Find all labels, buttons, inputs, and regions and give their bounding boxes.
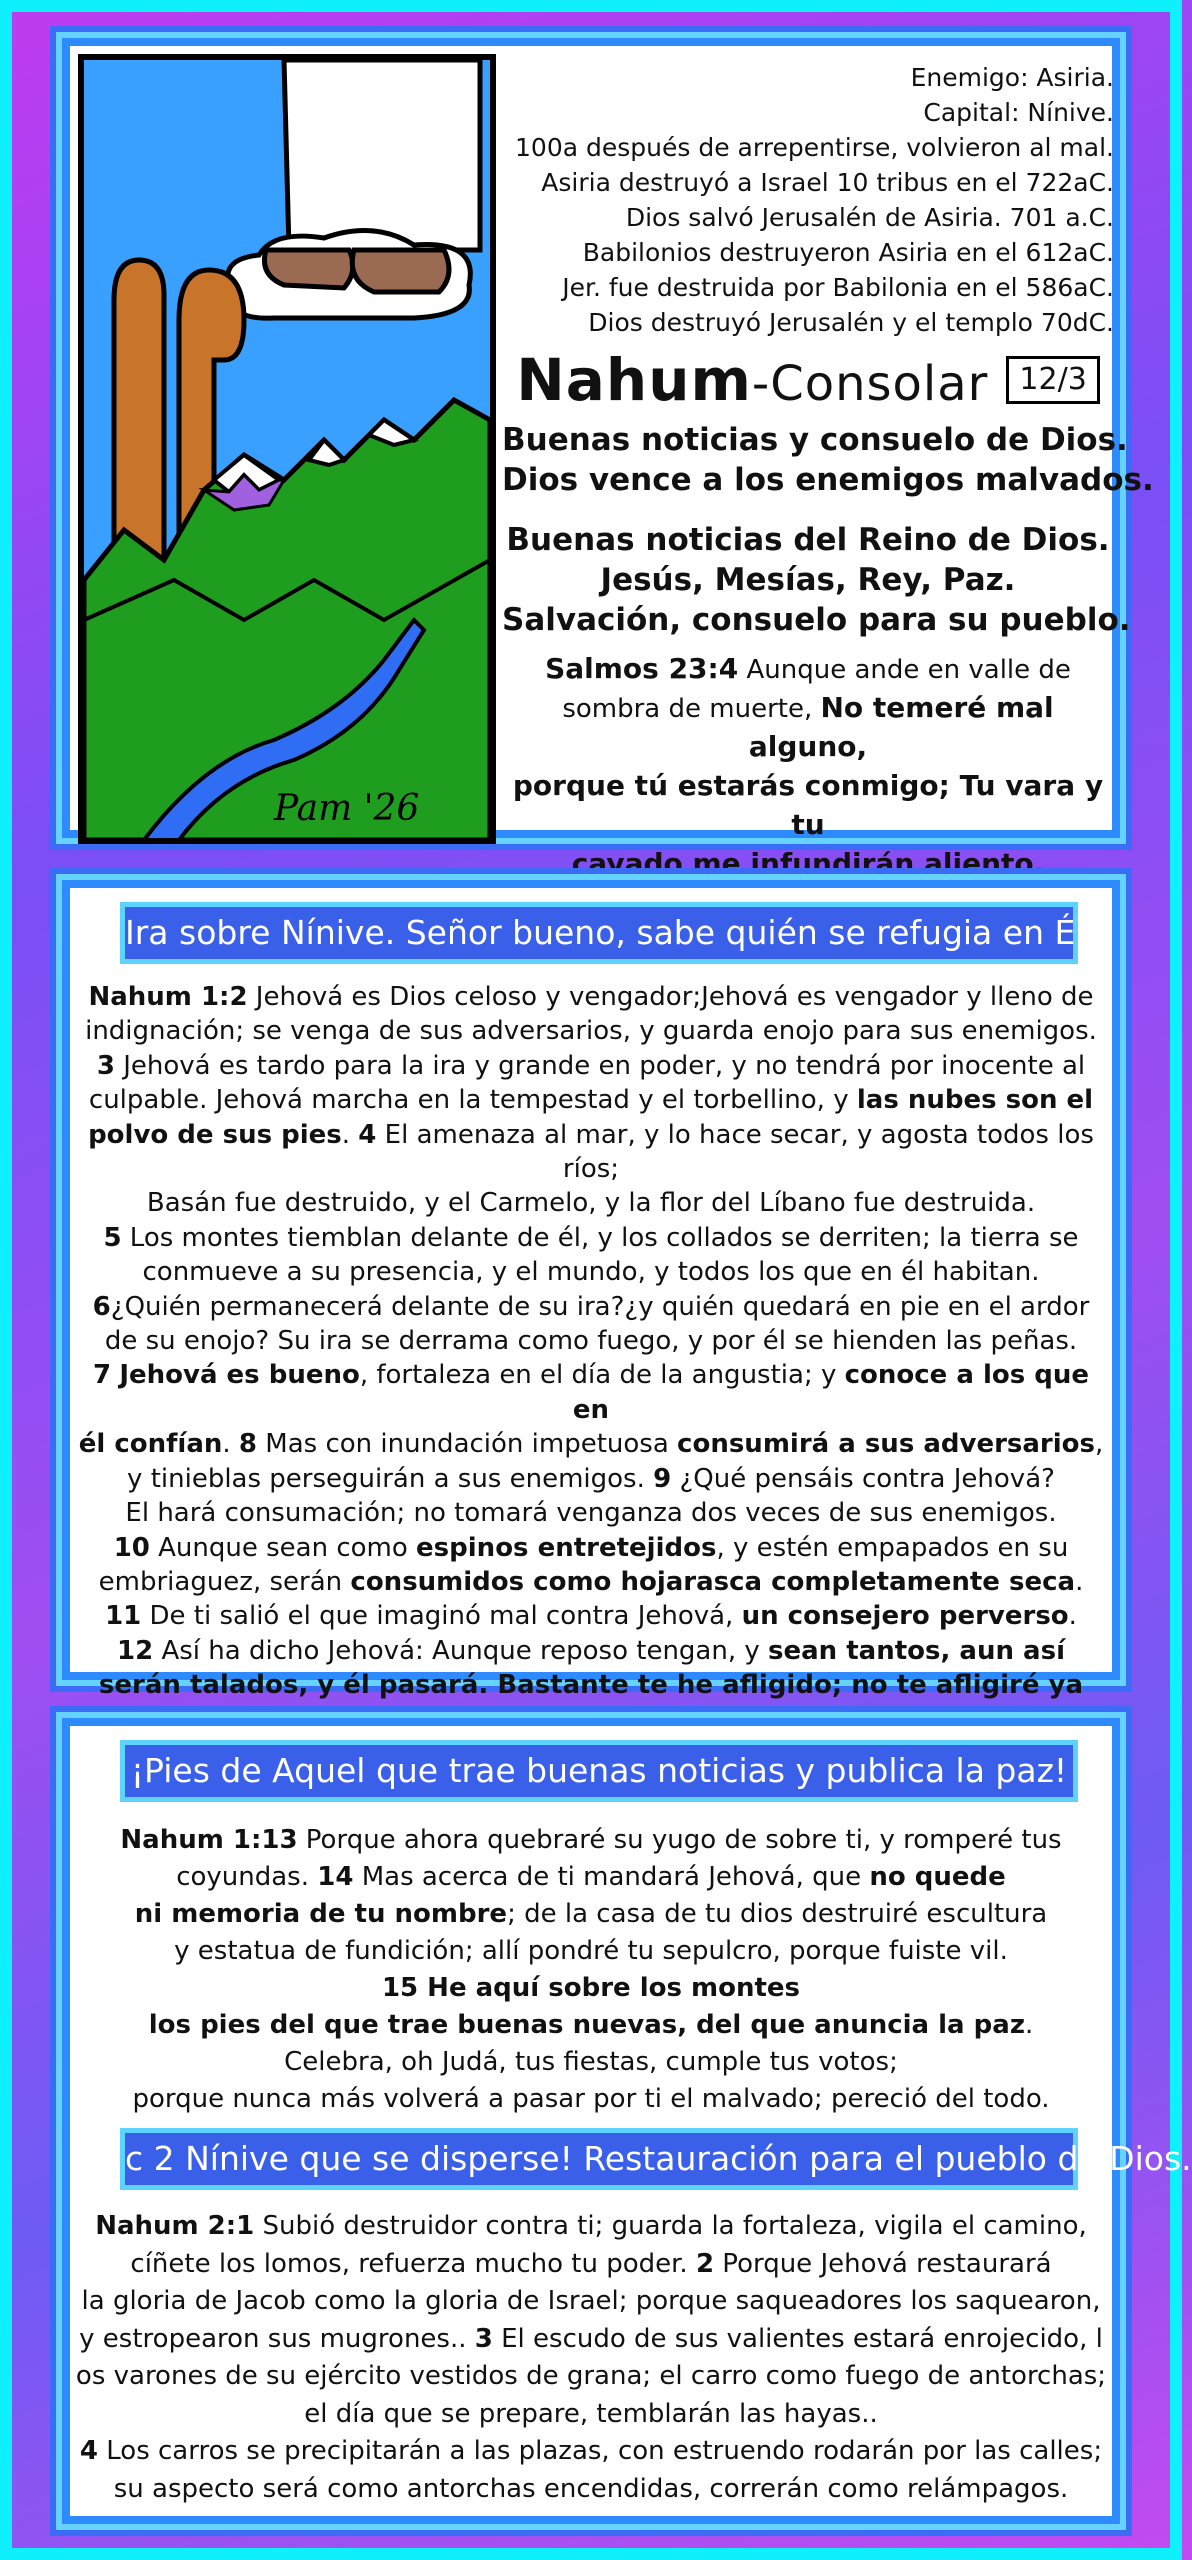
scripture-emphasis: 6 [92,1291,111,1322]
scripture-line [72,2283,1110,2321]
scripture-emphasis: 4 [358,1119,377,1150]
date-badge: 12/3 [1006,356,1099,404]
psalm-text-bold: No temeré mal alguno, [748,691,1054,763]
summary-line: Buenas noticias y consuelo de Dios. [502,422,1128,458]
scripture-emphasis: las nubes son el [856,1085,1094,1116]
scripture-run: . [341,1119,359,1150]
scripture-run: Los carros se precipitarán a las plazas, con estruendo rodarán por las calles; [98,2436,1103,2466]
scripture-run: os varones de su ejército vestidos de grana; el carro como fuego de antorchas; [75,2361,1107,2391]
scripture-emphasis: consumidos como hojarasca completamente seca [350,1566,1076,1597]
scripture-line [72,1565,1110,1599]
scripture-emphasis: 5 [103,1222,122,1253]
scripture-line [72,2471,1110,2509]
scripture-emphasis: los pies del que trae buenas nuevas, del que anuncia la paz [148,2010,1025,2040]
scripture-run: cíñete los lomos, refuerza mucho tu poder. [130,2248,696,2279]
scripture-line [72,1255,1110,1289]
fact-line: 100a después de arrepentirse, volvieron al mal. [515,133,1114,162]
scripture-run: Así ha dicho Jehová: Aunque reposo tengan, y [153,1635,769,1666]
scripture-line [72,1221,1110,1255]
scripture-emphasis: Nahum 1:2 [88,982,248,1012]
scripture-run: El amenaza al mar, y lo hace secar, y agosta todos los ríos; [376,1119,1094,1185]
scripture-text [72,2208,1110,2508]
fact-line: Asiria destruyó a Israel 10 tribus en el 722aC. [541,168,1114,197]
scripture-run: Porque ahora quebraré su yugo de sobre ti, y romperé tus [297,1825,1062,1855]
summary-line: Dios vence a los enemigos malvados. [502,462,1154,498]
fact-line: Dios salvó Jerusalén de Asiria. 701 a.C. [625,203,1114,232]
scripture-emphasis: Nahum 2:1 [95,2211,255,2241]
scripture-line [72,2433,1110,2471]
scripture-run: , [1095,1429,1104,1460]
scripture-line [72,1324,1110,1358]
scripture-line [72,2246,1110,2284]
summary-line: Salvación, consuelo para su pueblo. [502,602,1131,638]
scripture-emphasis: serán talados, y él pasará. Bastante te he afligido; no te afligiré ya [98,1670,1084,1701]
fact-line: Dios destruyó Jerusalén y el templo 70dC. [588,308,1114,337]
section-banner: Ira sobre Nínive. Señor bueno, sabe quién se refugia en Él. [120,902,1078,964]
psalm-reference: Salmos 23:4 [545,652,739,685]
scripture-run: de su enojo? Su ira se derrama como fuego, y por él se hienden las peñas. [104,1326,1078,1357]
scripture-line [72,2044,1110,2081]
scripture-run: El hará consumación; no tomará venganza dos veces de sus enemigos. [125,1498,1057,1529]
scripture-run: Celebra, oh Judá, tus fiestas, cumple tus votos; [284,2047,898,2077]
historical-facts [502,60,1114,340]
scripture-line [72,1290,1110,1324]
scripture-run: embriaguez, serán [98,1566,351,1597]
scripture-emphasis: 12 [117,1635,154,1666]
section-banner: c 2 Nínive que se disperse! Restauración para el pueblo de Dios. [120,2128,1078,2190]
scripture-run: y estropearon sus mugrones.. [79,2323,475,2354]
scripture-run: . [1068,1601,1077,1632]
scripture-line [72,1634,1110,1668]
scripture-emphasis: él confían [78,1429,223,1460]
scripture-emphasis: polvo de sus pies [88,1119,342,1150]
scripture-emphasis: 7 [92,1360,112,1391]
psalm-verse [502,650,1114,884]
scripture-line [72,1049,1110,1083]
illustration-feet-staff-mountains [78,54,496,844]
scripture-run: ¿Quién permanecerá delante de su ira?¿y quién quedará en pie en el ardor [110,1291,1090,1322]
scripture-run: De ti salió el que imaginó mal contra Jehová, [141,1601,742,1632]
book-meaning: -Consolar [751,356,989,412]
scripture-emphasis: 8 [238,1429,258,1460]
scripture-line [72,1358,1110,1427]
scripture-line [72,1970,1110,2007]
scripture-line [72,2208,1110,2246]
fact-line: Babilonios destruyeron Asiria en el 612aC. [582,238,1114,267]
scripture-line [72,1496,1110,1530]
section-banner: ¡Pies de Aquel que trae buenas noticias y publica la paz! [120,1740,1078,1802]
scripture-emphasis: ni memoria de tu nombre [134,1899,508,1929]
scripture-run: Aunque sean como [149,1532,417,1563]
scripture-text [72,1822,1110,2118]
scripture-run: la gloria de Jacob como la gloria de Israel; porque saqueadores los saquearon, [81,2286,1101,2316]
scripture-line [72,1933,1110,1970]
scripture-emphasis: conoce a los que en [572,1360,1090,1425]
intro-text-column [502,60,1154,884]
scripture-line [72,1462,1110,1496]
scripture-line [72,1531,1110,1565]
scripture-run: conmueve a su presencia, y el mundo, y todos los que en él habitan. [142,1257,1040,1288]
fact-line: Capital: Nínive. [923,98,1114,127]
scripture-run: El escudo de sus valientes estará enrojecido, l [492,2323,1103,2354]
psalm-text-bold: porque tú estarás conmigo; Tu vara y tu [512,769,1104,841]
scripture-run: indignación; se venga de sus adversarios, y guarda enojo para sus enemigos. [85,1016,1097,1047]
scripture-run: Mas acerca de ti mandará Jehová, que [353,1862,870,1892]
scripture-run: Subió destruidor contra ti; guarda la fortaleza, vigila el camino, [254,2211,1087,2241]
scripture-line [72,1896,1110,1933]
scripture-emphasis: 10 [113,1532,150,1563]
illustration-svg [84,60,490,838]
scripture-run: . [222,1429,239,1460]
scripture-line [72,1427,1110,1461]
scripture-run: , fortaleza en el día de la angustia; y [359,1360,845,1391]
scripture-run: . [1024,2010,1034,2040]
scripture-emphasis: no quede [869,1862,1006,1892]
artist-signature: Pam '26 [274,788,420,829]
scripture-emphasis: Nahum 1:13 [120,1825,298,1855]
scripture-run: . [1075,1566,1084,1597]
scripture-run: , y estén empapados en su [716,1532,1069,1563]
scripture-run: culpable. Jehová marcha en la tempestad y el torbellino, y [88,1085,857,1116]
scripture-emphasis: un consejero perverso [741,1601,1069,1632]
scripture-line [72,2396,1110,2434]
scripture-run: el día que se prepare, temblarán las hayas.. [304,2398,878,2429]
scripture-emphasis: Jehová es bueno [119,1360,360,1391]
scripture-line [72,2358,1110,2396]
scripture-emphasis: sean tantos, aun así [768,1635,1065,1666]
scripture-text [72,980,1110,1737]
scripture-run: Mas con inundación impetuosa [257,1429,678,1460]
scripture-run: y estatua de fundición; allí pondré tu sepulcro, porque fuiste vil. [174,1936,1008,1966]
psalm-text: Aunque ande en valle de [738,655,1071,685]
fact-line: Enemigo: Asiria. [910,63,1114,92]
scripture-line [72,1859,1110,1896]
page-title [516,346,988,414]
scripture-emphasis: espinos entretejidos [416,1532,717,1563]
scripture-emphasis: 11 [105,1601,142,1632]
fact-line: Jer. fue destruida por Babilonia en el 586aC. [562,273,1114,302]
kingdom-summary [502,520,1131,640]
title-row [502,346,1114,414]
scripture-run: porque nunca más volverá a pasar por ti el malvado; pereció del todo. [132,2084,1050,2114]
scripture-run: ; de la casa de tu dios destruiré escultura [507,1899,1048,1929]
scripture-line [72,1083,1110,1117]
psalm-text-bold: cayado me infundirán aliento. [571,847,1045,880]
scripture-emphasis: 14 [317,1862,354,1892]
scripture-emphasis: 3 [96,1050,115,1081]
scripture-line [72,1822,1110,1859]
scripture-run: Basán fue destruido, y el Carmelo, y la flor del Líbano fue destruida. [146,1188,1036,1219]
scripture-line [72,2007,1110,2044]
scripture-emphasis: consumirá a sus adversarios [677,1429,1096,1460]
nahum-2-panel [62,1718,1192,2524]
scripture-line [72,1186,1110,1220]
scripture-emphasis: 3 [474,2323,493,2354]
scripture-run: y tinieblas perseguirán a sus enemigos. [127,1463,654,1494]
scripture-line [72,1599,1110,1633]
summary-line: Jesús, Mesías, Rey, Paz. [600,562,1016,598]
summary-line: Buenas noticias del Reino de Dios. [506,522,1110,558]
intro-panel [62,38,1154,880]
scripture-run: coyundas. [176,1862,318,1892]
scripture-line [72,1118,1110,1187]
nahum-1-panel [62,880,1120,1701]
scripture-line [72,1014,1110,1048]
scripture-line [72,2321,1110,2359]
summary [502,420,1154,500]
scripture-run: su aspecto será como antorchas encendidas, correrán como relámpagos. [113,2473,1069,2504]
scripture-run: Jehová es Dios celoso y vengador;Jehová es vengador y lleno de [247,982,1094,1012]
book-name: Nahum [516,346,752,414]
scripture-emphasis: 9 [653,1463,672,1494]
scripture-line [72,980,1110,1014]
scripture-run: ¿Qué pensáis contra Jehová? [671,1463,1055,1494]
scripture-emphasis: 15 He aquí sobre los montes [381,1973,801,2003]
scripture-line [72,2081,1110,2118]
scripture-run: Los montes tiemblan delante de él, y los collados se derriten; la tierra se [121,1222,1079,1253]
scripture-emphasis: 4 [79,2436,98,2466]
psalm-text: sombra de muerte, [562,694,821,724]
scripture-run: Jehová es tardo para la ira y grande en poder, y no tendrá por inocente al [114,1050,1086,1081]
scripture-emphasis: 2 [695,2248,715,2279]
scripture-run: Porque Jehová restaurará [714,2248,1052,2279]
